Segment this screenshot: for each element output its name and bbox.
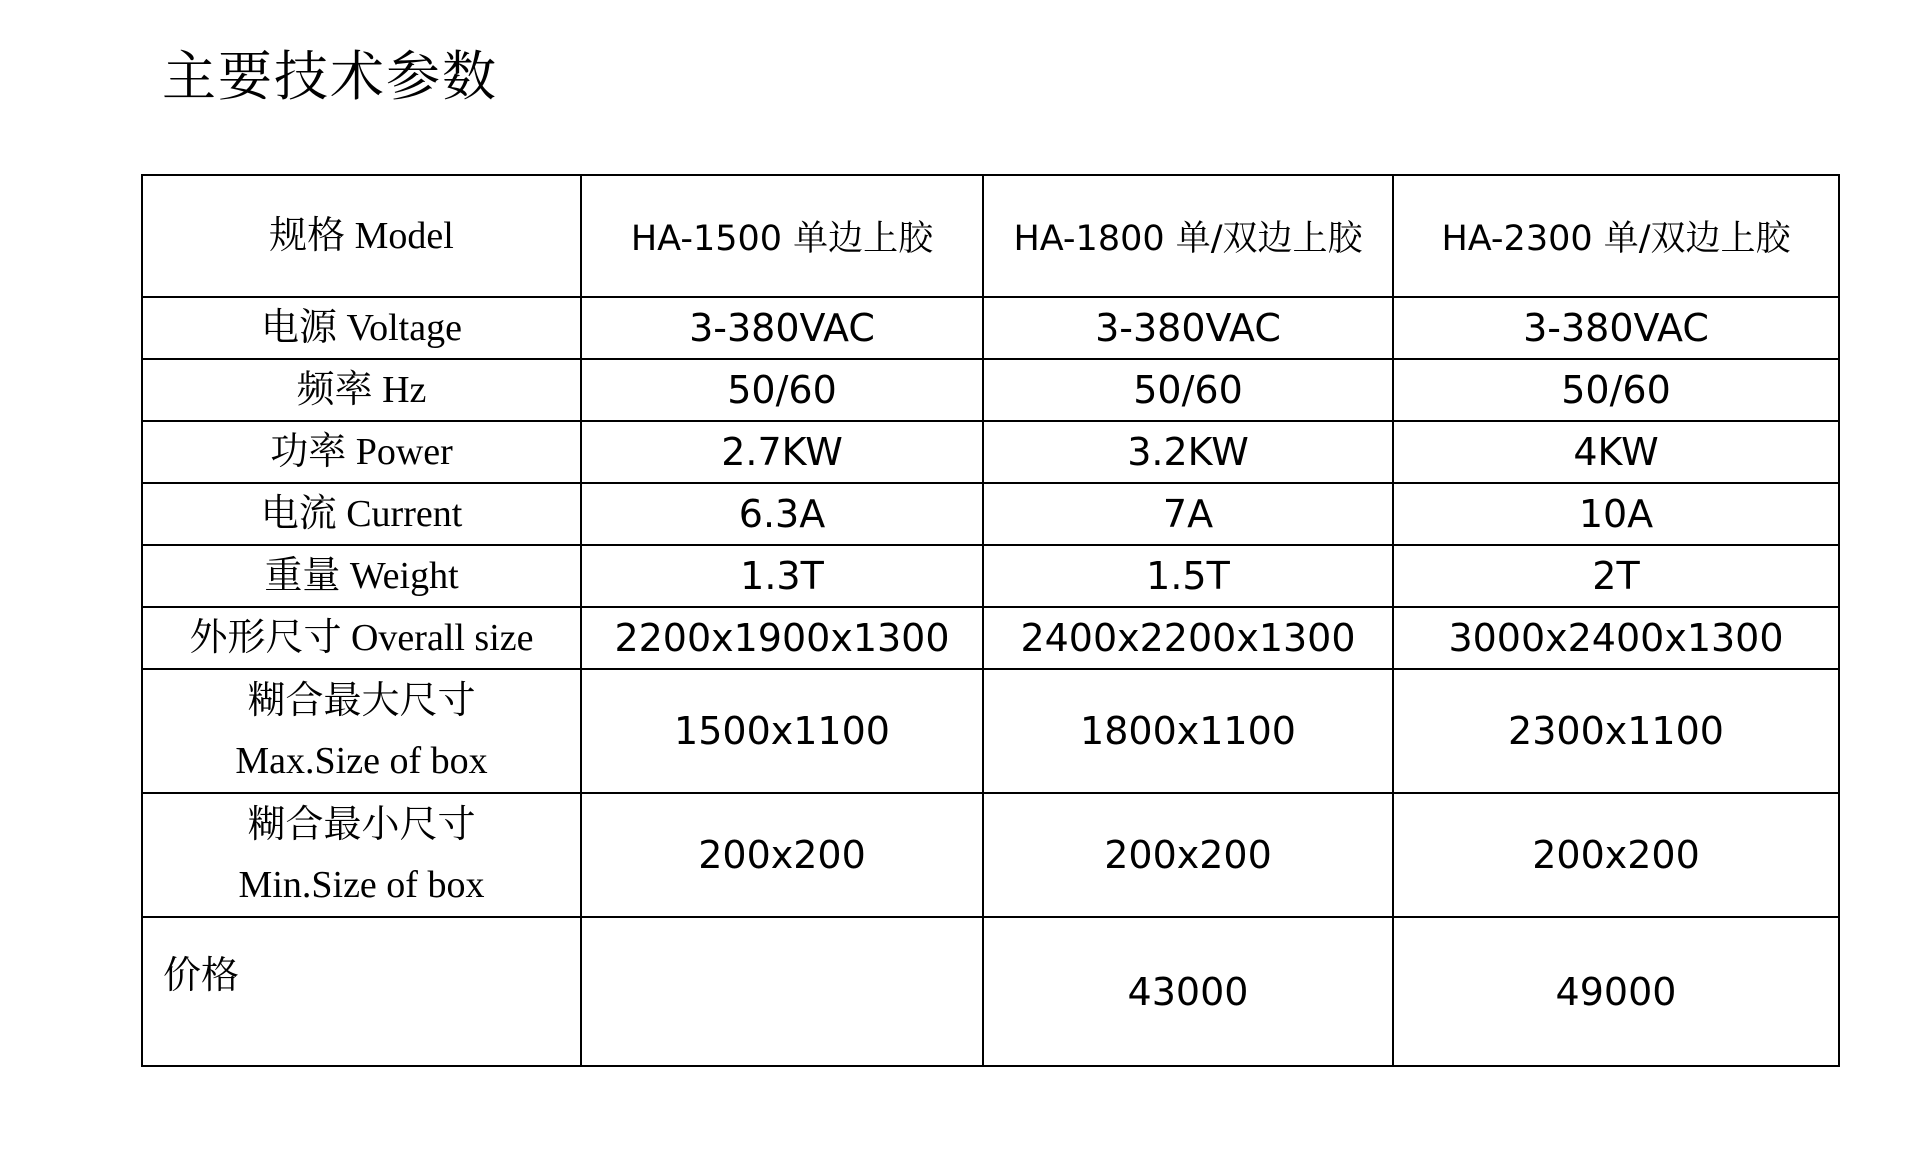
table-header-row [142,175,1839,297]
table-cell: 3000x2400x1300 [1393,607,1839,669]
row-label-en: Max.Size of box [235,740,488,782]
table-cell: 43000 [983,917,1393,1066]
table-cell: 200x200 [581,793,983,917]
table-cell: 2T [1393,545,1839,607]
table-row-current [142,483,1839,545]
table-cell: 4KW [1393,421,1839,483]
table-cell: 3-380VAC [1393,297,1839,359]
table-row-weight [142,545,1839,607]
table-cell [581,917,983,1066]
row-label: 频率 Hz [142,359,581,421]
table-cell: 2400x2200x1300 [983,607,1393,669]
table-row-voltage [142,297,1839,359]
table-cell: 200x200 [1393,793,1839,917]
table-cell: 200x200 [983,793,1393,917]
table-cell: 50/60 [983,359,1393,421]
table-cell: 3-380VAC [581,297,983,359]
row-label [142,793,581,917]
table-row-min-size [142,793,1839,917]
table-cell: 2200x1900x1300 [581,607,983,669]
header-label: 规格 Model [142,175,581,297]
table-row-overall-size [142,607,1839,669]
row-label-cn: 糊合最小尺寸 [247,804,476,846]
table-cell: 6.3A [581,483,983,545]
model-header: HA-2300 单/双边上胶 [1393,175,1839,297]
table-cell: 3.2KW [983,421,1393,483]
table-cell: 2.7KW [581,421,983,483]
table-row-max-size [142,669,1839,793]
table-row-frequency [142,359,1839,421]
table-cell: 10A [1393,483,1839,545]
row-label [142,669,581,793]
table-cell: 2300x1100 [1393,669,1839,793]
table-cell: 3-380VAC [983,297,1393,359]
table-cell: 7A [983,483,1393,545]
row-label-cn: 糊合最大尺寸 [247,680,476,722]
row-label: 功率 Power [142,421,581,483]
row-label: 重量 Weight [142,545,581,607]
table-row-price [142,917,1839,1066]
table-cell: 1.5T [983,545,1393,607]
table-cell: 1500x1100 [581,669,983,793]
table-cell: 1800x1100 [983,669,1393,793]
model-header: HA-1500 单边上胶 [581,175,983,297]
row-label: 电流 Current [142,483,581,545]
row-label-en: Min.Size of box [238,864,485,906]
table-cell: 50/60 [1393,359,1839,421]
table-row-power [142,421,1839,483]
row-label: 外形尺寸 Overall size [142,607,581,669]
model-header: HA-1800 单/双边上胶 [983,175,1393,297]
page-title: 主要技术参数 [162,45,498,108]
row-label: 价格 [142,917,581,1066]
table-cell: 1.3T [581,545,983,607]
row-label: 电源 Voltage [142,297,581,359]
table-cell: 50/60 [581,359,983,421]
spec-table [141,174,1840,1067]
table-cell: 49000 [1393,917,1839,1066]
